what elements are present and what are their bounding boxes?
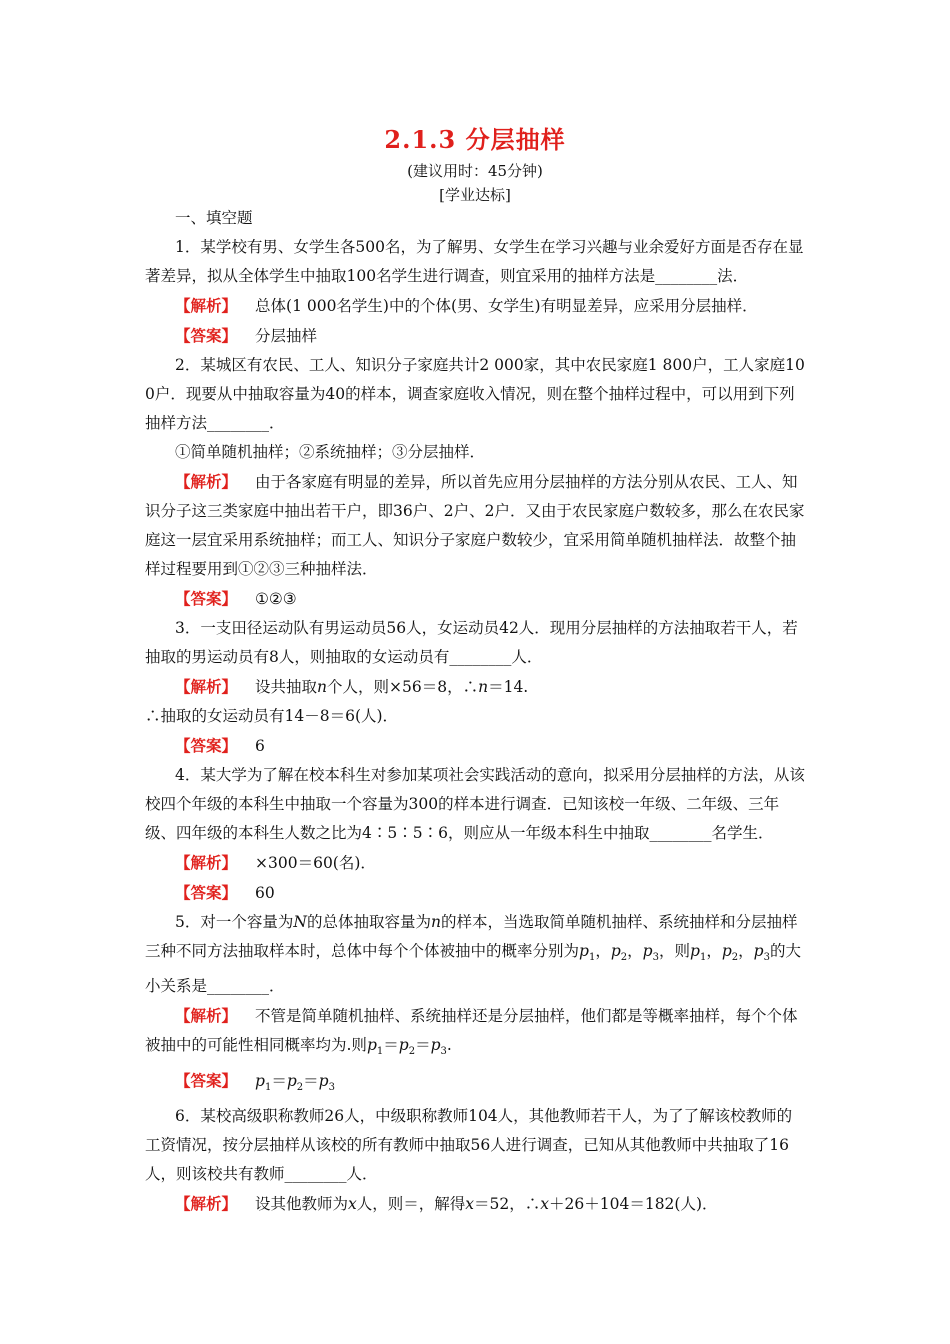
analysis-label: 【解析】 <box>175 1006 238 1026</box>
section-tag: [学业达标] <box>439 186 511 204</box>
variable-n: n <box>478 678 489 696</box>
subscript: 1 <box>376 1046 384 1058</box>
section-heading: 一、填空题 <box>175 209 253 227</box>
answer-text: ①②③ <box>255 590 297 608</box>
document-body <box>145 204 805 1219</box>
question-text: 的样本，当选取简单随机抽样、系统抽样和分层抽样三种不同方法抽取样本时，总体中每个个体被抽中的概率分别为 <box>145 913 798 960</box>
analysis-3-continued: ∴抽取的女运动员有14－8＝6(人)． <box>145 707 399 725</box>
subscript: 2 <box>296 1082 304 1094</box>
variable-p: p <box>318 1072 329 1091</box>
question-2-options: ①简单随机抽样；②系统抽样；③分层抽样． <box>175 443 486 461</box>
answer-5 <box>145 1066 805 1102</box>
analysis-label: 【解析】 <box>175 853 238 872</box>
analysis-text: 个人，则×56＝8，∴ <box>327 678 479 696</box>
variable-p: p <box>255 1072 265 1091</box>
answer-2 <box>145 584 805 614</box>
analysis-2 <box>145 467 805 584</box>
variable-p: p <box>366 1036 377 1055</box>
analysis-text: ＝52，∴ <box>474 1195 541 1214</box>
suggested-time: (建议用时：45分钟) <box>407 162 543 180</box>
variable-p: p <box>753 942 764 960</box>
question-text: ， <box>595 942 611 960</box>
answer-3 <box>145 731 805 761</box>
answer-label: 【答案】 <box>175 589 238 608</box>
analysis-text: ＝14. <box>488 678 529 696</box>
answer-label: 【答案】 <box>175 326 238 345</box>
subscript: 2 <box>731 952 739 964</box>
equals-sign: ＝ <box>383 1036 399 1055</box>
question-text: ， <box>738 942 754 960</box>
equals-sign: ＝ <box>303 1072 319 1091</box>
variable-x: x <box>348 1195 357 1214</box>
question-text: ，则 <box>658 942 690 960</box>
question-5 <box>145 908 805 1001</box>
subscript: 1 <box>264 1082 272 1094</box>
variable-x: x <box>465 1195 475 1214</box>
variable-p: p <box>610 942 621 960</box>
answer-label: 【答案】 <box>175 883 238 902</box>
subscript: 3 <box>440 1046 447 1058</box>
variable-p: p <box>642 942 653 960</box>
subscript: 1 <box>699 952 707 964</box>
answer-4 <box>145 878 805 908</box>
question-text: 的总体抽取容量为 <box>306 913 431 931</box>
subscript: 2 <box>408 1046 416 1058</box>
analysis-4 <box>145 848 805 878</box>
question-text: ， <box>706 942 722 960</box>
analysis-3 <box>145 672 805 702</box>
analysis-5 <box>145 1001 805 1066</box>
analysis-1 <box>145 291 805 321</box>
analysis-6 <box>145 1189 805 1219</box>
variable-n: n <box>430 913 441 931</box>
variable-p: p <box>398 1036 409 1055</box>
subscript: 2 <box>620 952 628 964</box>
variable-p: p <box>286 1072 297 1091</box>
analysis-label: 【解析】 <box>175 677 238 696</box>
analysis-label: 【解析】 <box>175 1194 238 1214</box>
question-text: 5．对一个容量为 <box>175 913 294 931</box>
answer-text: 分层抽样 <box>255 327 318 345</box>
analysis-text: ×300＝60(名)． <box>255 854 376 872</box>
variable-p: p <box>690 942 700 960</box>
variable-n: n <box>317 678 328 696</box>
analysis-label: 【解析】 <box>175 296 238 315</box>
variable-N: N <box>293 913 307 931</box>
variable-p: p <box>579 942 589 960</box>
variable-p: p <box>721 942 732 960</box>
analysis-text: 设共抽取 <box>255 678 318 696</box>
subscript: 3 <box>652 952 659 964</box>
question-1: 1．某学校有男、女学生各500名，为了解男、女学生在学习兴趣与业余爱好方面是否存在显著差异，拟从全体学生中抽取100名学生进行调查，则宜采用的抽样方法是________法． <box>145 238 804 285</box>
question-text: 的大小关系是________． <box>145 942 801 996</box>
variable-p: p <box>430 1036 441 1055</box>
question-4: 4．某大学为了解在校本科生对参加某项社会实践活动的意向，拟采用分层抽样的方法，从该校四个年级的本科生中抽取一个容量为300的样本进行调查．已知该校一年级、二年级、三年级、四年级的本科生人数之比为4∶5∶5∶6，则应从一年级本科生中抽取________名学生． <box>145 766 805 842</box>
analysis-text: 设其他教师为 <box>255 1195 349 1214</box>
question-2: 2．某城区有农民、工人、知识分子家庭共计2 000家，其中农民家庭1 800户，工人家庭100户．现要从中抽取容量为40的样本，调查家庭收入情况，则在整个抽样过程中，可以用到下列抽样方法________． <box>145 356 805 432</box>
answer-label: 【答案】 <box>175 736 238 755</box>
analysis-text: 人，则＝，解得 <box>356 1195 466 1214</box>
equals-sign: ＝ <box>271 1072 287 1091</box>
answer-1 <box>145 321 805 351</box>
analysis-text: 由于各家庭有明显的差异，所以首先应用分层抽样的方法分别从农民、工人、知识分子这三类家庭中抽出若干户，即36户、2户、2户．又由于农民家庭户数较多，那么在农民家庭这一层宜采用系统抽样；而工人、知识分子家庭户数较少，宜采用简单随机抽样法．故整个抽样过程要用到①②③三种抽样法． <box>145 473 805 578</box>
equals-sign: ＝ <box>415 1036 431 1055</box>
variable-x: x <box>540 1195 550 1214</box>
subscript: 3 <box>763 952 770 964</box>
period: . <box>446 1036 452 1055</box>
analysis-text: 不管是简单随机抽样、系统抽样还是分层抽样，他们都是等概率抽样，每个个体被抽中的可能性相同概率均为.则 <box>145 1007 798 1055</box>
question-6: 6．某校高级职称教师26人，中级职称教师104人，其他教师若干人，为了了解该校教师的工资情况，按分层抽样从该校的所有教师中抽取56人进行调查，已知从其他教师中共抽取了16人，则该校共有教师________人． <box>145 1107 793 1184</box>
analysis-text: 总体(1 000名学生)中的个体(男、女学生)有明显差异，应采用分层抽样． <box>255 297 758 315</box>
question-3: 3．一支田径运动队有男运动员56人，女运动员42人．现用分层抽样的方法抽取若干人，若抽取的男运动员有8人，则抽取的女运动员有________人． <box>145 619 798 666</box>
analysis-label: 【解析】 <box>175 472 238 491</box>
answer-text: 60 <box>255 884 275 902</box>
analysis-text: ＋26＋104＝182(人)． <box>549 1195 718 1214</box>
answer-label: 【答案】 <box>175 1071 238 1091</box>
subscript: 1 <box>588 952 596 964</box>
answer-text: 6 <box>255 737 265 755</box>
subscript: 3 <box>328 1082 335 1094</box>
page-title: 2.1.3 分层抽样 <box>384 125 566 154</box>
question-text: ， <box>627 942 643 960</box>
